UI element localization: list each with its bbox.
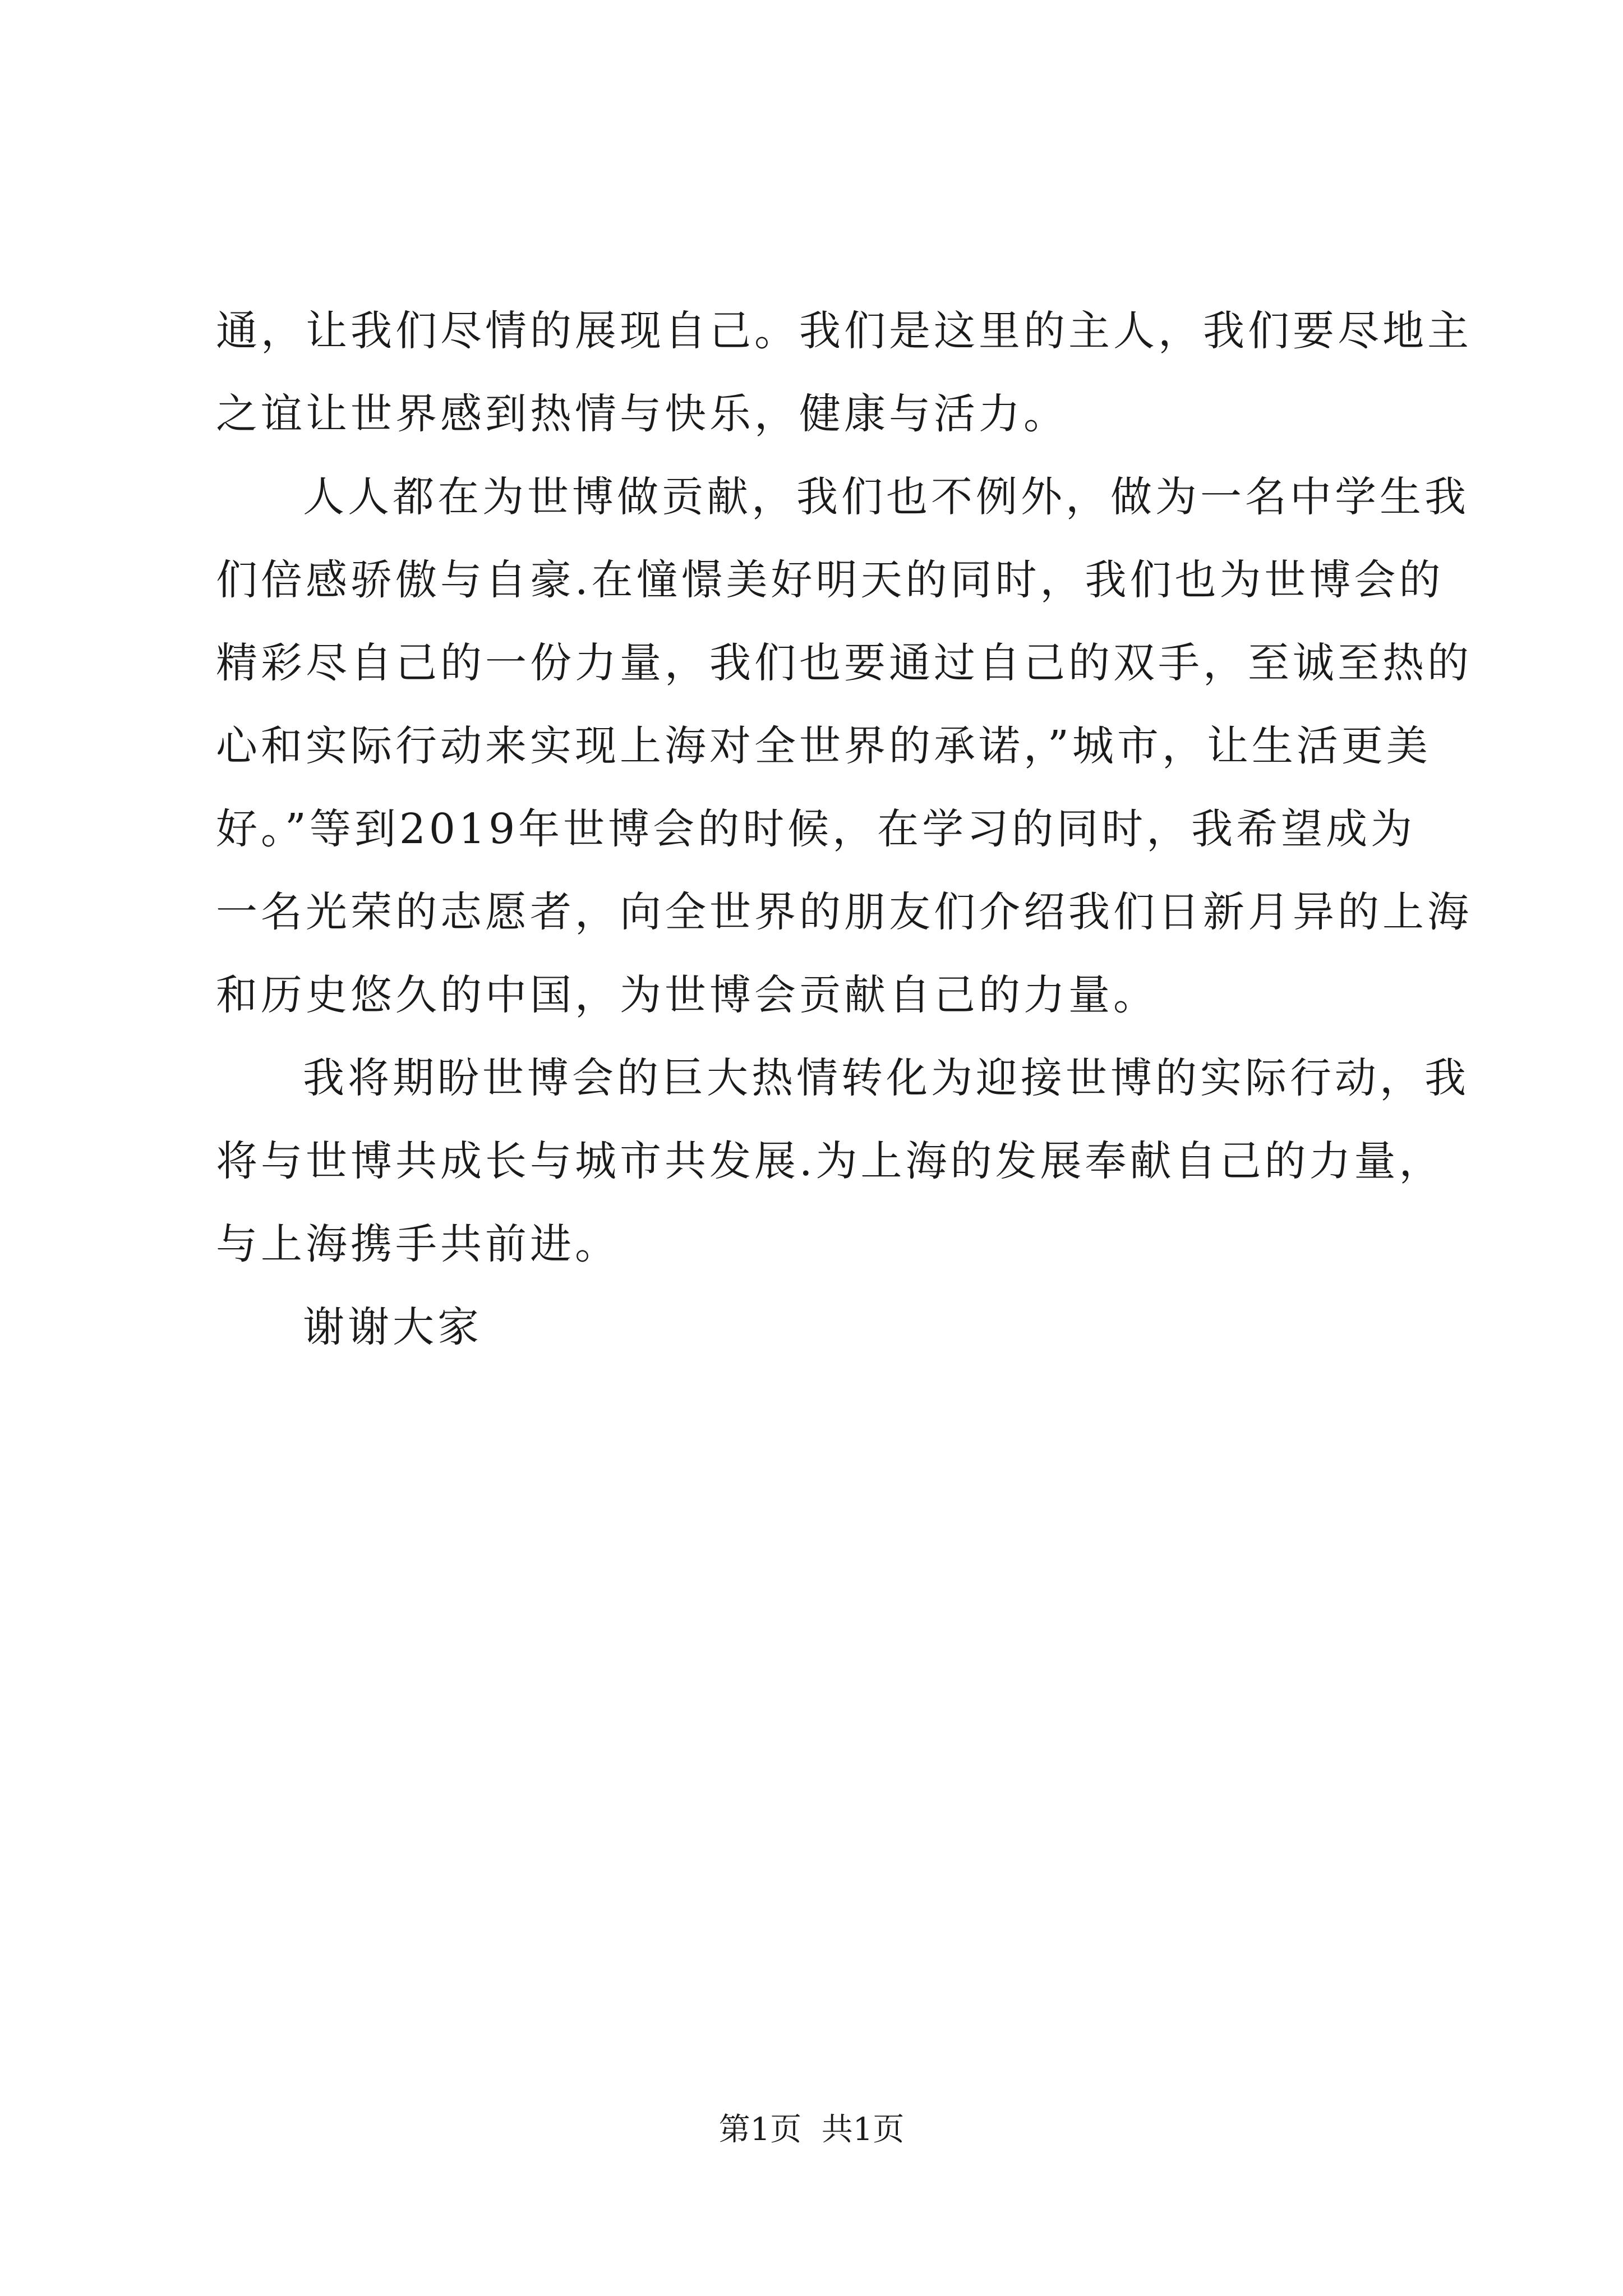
text-line: 精彩尽自己的一份力量，我们也要通过自己的双手，至诚至热的 bbox=[216, 639, 1472, 687]
text-line: 一名光荣的志愿者，向全世界的朋友们介绍我们日新月异的上海 bbox=[216, 888, 1472, 936]
text-line: 将与世博共成长与城市共发展.为上海的发展奉献自己的力量， bbox=[216, 1137, 1444, 1185]
text-line: 心和实际行动来实现上海对全世界的承诺，”城市，让生活更美 bbox=[216, 722, 1431, 770]
text-line: 之谊让世界感到热情与快乐，健康与活力。 bbox=[216, 390, 1068, 438]
closing-line: 谢谢大家 bbox=[303, 1303, 482, 1351]
page-number-footer: 第1页 共1页 bbox=[718, 2111, 905, 2148]
document-body bbox=[216, 303, 1472, 1382]
paragraph-first-line: 人人都在为世博做贡献，我们也不例外，做为一名中学生我 bbox=[303, 473, 1469, 521]
text-line: 与上海携手共前进。 bbox=[216, 1220, 620, 1268]
paragraph-first-line: 我将期盼世博会的巨大热情转化为迎接世博的实际行动，我 bbox=[303, 1054, 1469, 1102]
text-line: 们倍感骄傲与自豪.在憧憬美好明天的同时，我们也为世博会的 bbox=[216, 556, 1444, 604]
text-line: 和历史悠久的中国，为世博会贡献自己的力量。 bbox=[216, 971, 1158, 1019]
text-line: 通，让我们尽情的展现自己。我们是这里的主人，我们要尽地主 bbox=[216, 307, 1472, 355]
text-line: 好。”等到2019年世博会的时候，在学习的同时，我希望成为 bbox=[216, 805, 1416, 853]
